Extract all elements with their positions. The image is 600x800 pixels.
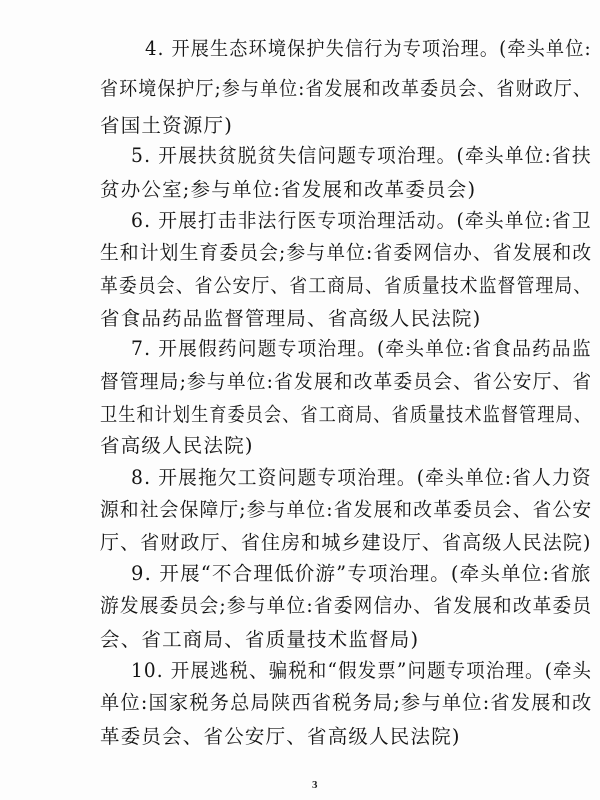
item-7-line-2: 督管理局;参与单位:省发展和改革委员会、省公安厅、省 xyxy=(100,370,593,393)
item-7-line-4: 省高级人民法院) xyxy=(100,434,254,457)
item-9-line-1: 9. 开展“不合理低价游”专项治理。(牵头单位:省旅 xyxy=(131,562,592,585)
item-8-line-2: 源和社会保障厅;参与单位:省发展和改革委员会、省公安 xyxy=(100,498,593,521)
item-10-line-1: 10. 开展逃税、骗税和“假发票”问题专项治理。(牵头 xyxy=(131,659,593,682)
item-9-line-3: 会、省工商局、省质量技术监督局) xyxy=(100,628,420,651)
item-10-line-3: 革委员会、省公安厅、省高级人民法院) xyxy=(100,725,461,748)
item-5-line-1: 5. 开展扶贫脱贫失信问题专项治理。(牵头单位:省扶 xyxy=(131,144,592,167)
item-6-line-4: 省食品药品监督管理局、省高级人民法院) xyxy=(100,307,482,330)
item-4-line-3: 省国土资源厅) xyxy=(100,114,234,137)
item-9-line-2: 游发展委员会;参与单位:省委网信办、省发展和改革委员 xyxy=(100,594,593,617)
page-number: 3 xyxy=(312,779,318,791)
item-6-line-3: 革委员会、省公安厅、省工商局、省质量技术监督管理局、 xyxy=(100,274,593,297)
item-4-line-1: 4. 开展生态环境保护失信行为专项治理。(牵头单位: xyxy=(145,37,592,60)
item-8-line-1: 8. 开展拖欠工资问题专项治理。(牵头单位:省人力资 xyxy=(131,466,592,489)
item-10-line-2: 单位:国家税务总局陕西省税务局;参与单位:省发展和改 xyxy=(100,691,593,714)
item-7-line-3: 卫生和计划生育委员会、省工商局、省质量技术监督管理局、 xyxy=(100,403,592,426)
item-5-line-2: 贫办公室;参与单位:省发展和改革委员会) xyxy=(100,178,477,201)
item-8-line-3: 厅、省财政厅、省住房和城乡建设厅、省高级人民法院) xyxy=(100,531,592,554)
item-4-line-2: 省环境保护厅;参与单位:省发展和改革委员会、省财政厅、 xyxy=(100,77,593,100)
item-7-line-1: 7. 开展假药问题专项治理。(牵头单位:省食品药品监 xyxy=(131,337,592,360)
item-6-line-1: 6. 开展打击非法行医专项治理活动。(牵头单位:省卫 xyxy=(131,209,592,232)
item-6-line-2: 生和计划生育委员会;参与单位:省委网信办、省发展和改 xyxy=(100,241,593,264)
